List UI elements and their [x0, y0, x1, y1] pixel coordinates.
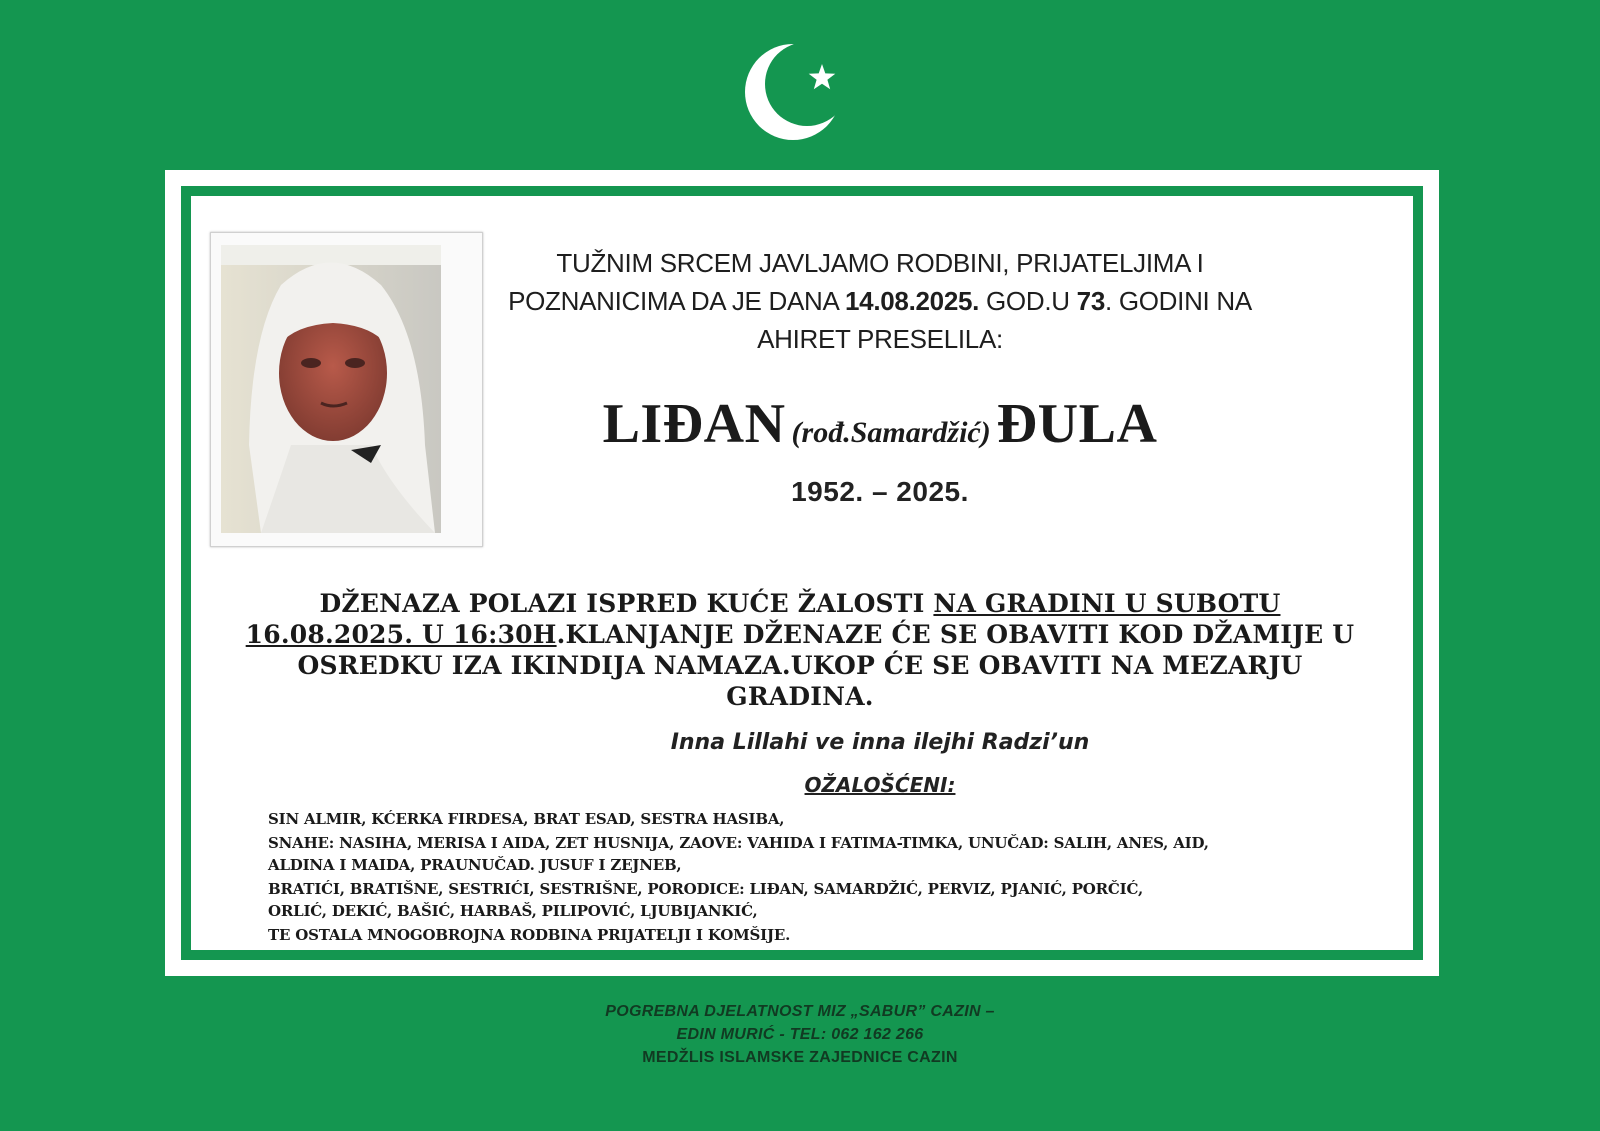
announcement-text-part: . GODINI NA	[1104, 286, 1252, 316]
footer-line: POGREBNA DJELATNOST MIZ „SABUR” CAZIN –	[605, 1003, 995, 1020]
life-years: 1952. – 2025.	[791, 476, 969, 507]
funeral-location: NA GRADINI U SUBOTU	[933, 589, 1281, 618]
portrait-photo	[221, 245, 441, 533]
prayer-text: Inna Lillahi ve inna ilejhi Radzi’un	[670, 730, 1090, 755]
footer-line: MEDŽLIS ISLAMSKE ZAJEDNICE CAZIN	[642, 1049, 958, 1066]
deceased-name	[470, 392, 1290, 456]
mourners-line: BRATIĆI, BRATIŠNE, SESTRIĆI, SESTRIŠNE, PORODICE: LIĐAN, SAMARDŽIĆ, PERVIZ, PJANIĆ, PORČIĆ,	[268, 880, 1143, 898]
mourners-line: SIN ALMIR, KĆERKA FIRDESA, BRAT ESAD, SESTRA HASIBA,	[268, 810, 785, 828]
announcement-text-part: POZNANICIMA DA JE DANA	[508, 286, 846, 316]
funeral-datetime: 16.08.2025. U 16:30H	[245, 620, 557, 649]
death-date: 14.08.2025.	[845, 286, 980, 316]
maiden-name: (rođ.Samardžić)	[791, 416, 991, 449]
funeral-text: DŽENAZA POLAZI ISPRED KUĆE ŽALOSTI	[319, 589, 934, 618]
announcement-line	[470, 282, 1290, 320]
announcement-line: AHIRET PRESELILA:	[757, 324, 1003, 354]
age: 73	[1076, 286, 1105, 316]
funeral-text: .KLANJANJE DŽENAZE ĆE SE OBAVITI KOD DŽAMIJE U OSREDKU IZA IKINDIJA NAMAZA.UKOP ĆE SE OBAVITI NA MEZARJU GRADINA.	[297, 620, 1355, 711]
surname: LIĐAN	[602, 393, 786, 455]
mourners-line: SNAHE: NASIHA, MERISA I AIDA, ZET HUSNIJA, ZAOVE: VAHIDA I FATIMA-TIMKA, UNUČAD: SALIH, ANES, AID,	[268, 834, 1209, 852]
funeral-service-footer	[400, 1000, 1200, 1069]
announcement-text-part: GOD.U	[979, 286, 1077, 316]
portrait-frame	[210, 232, 483, 547]
funeral-info	[240, 588, 1360, 712]
footer-line: EDIN MURIĆ - TEL: 062 162 266	[676, 1026, 924, 1043]
announcement-line: TUŽNIM SRCEM JAVLJAMO RODBINI, PRIJATELJIMA I	[556, 248, 1204, 278]
announcement-text	[470, 244, 1290, 358]
mourners-list	[268, 808, 1328, 946]
mourners-line: ORLIĆ, DEKIĆ, BAŠIĆ, HARBAŠ, PILIPOVIĆ, LJUBIJANKIĆ,	[268, 902, 758, 920]
mourners-line: ALDINA I MAIDA, PRAUNUČAD. JUSUF I ZEJNEB,	[268, 856, 682, 874]
first-name: ĐULA	[996, 393, 1158, 455]
mourners-title: OŽALOŠĆENI:	[804, 773, 956, 797]
mourners-line: TE OSTALA MNOGOBROJNA RODBINA PRIJATELJI I KOMŠIJE.	[268, 926, 791, 944]
crescent-star-icon	[745, 40, 855, 150]
